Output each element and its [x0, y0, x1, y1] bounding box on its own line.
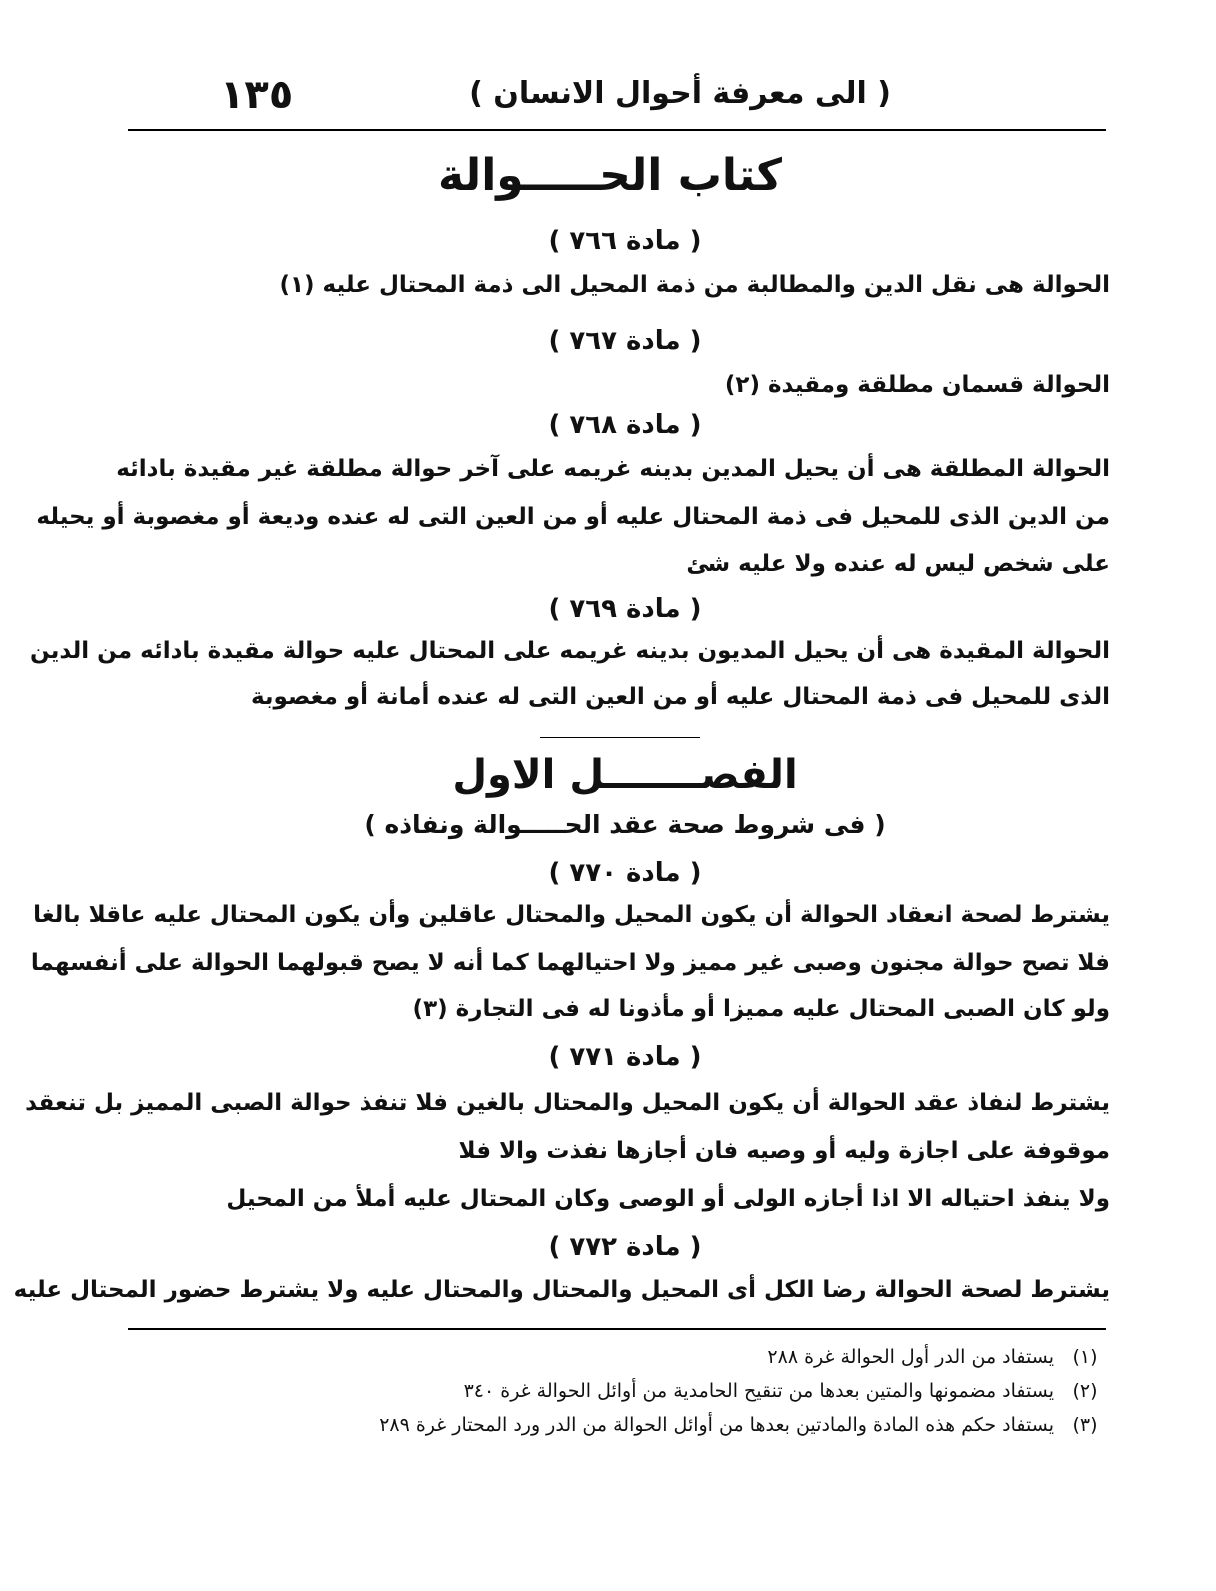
footnote-rule [128, 1328, 1106, 1330]
article-768-line-3: على شخص ليس له عنده ولا عليه شئ [686, 551, 1110, 577]
page-number: ١٣٥ [220, 72, 294, 118]
footnote-2 [260, 1380, 1110, 1402]
article-772-heading: ( مادة ٧٧٢ ) [548, 1232, 702, 1262]
footnote-marker: (١) [1072, 1346, 1098, 1368]
article-768-line-2: من الدين الذى للمحيل فى ذمة المحتال عليه أو من العين التى له عنده وديعة أو مغصوبة أو يحيله [36, 504, 1110, 530]
article-770-line-3: ولو كان الصبى المحتال عليه مميزا أو مأذونا له فى التجارة (٣) [412, 996, 1110, 1022]
article-768-line-1: الحوالة المطلقة هى أن يحيل المدين بدينه غريمه على آخر حوالة مطلقة غير مقيدة بادائه [116, 456, 1110, 482]
footnote-3 [260, 1414, 1110, 1436]
article-767-heading: ( مادة ٧٦٧ ) [548, 326, 702, 356]
header-rule [128, 129, 1106, 131]
article-766-heading: ( مادة ٧٦٦ ) [548, 226, 702, 256]
running-header [130, 68, 1110, 128]
running-title: ( الى معرفة أحوال الانسان ) [469, 76, 891, 111]
article-770-heading: ( مادة ٧٧٠ ) [548, 858, 702, 888]
section-separator [540, 737, 700, 738]
footnote-marker: (٣) [1072, 1414, 1098, 1436]
footnote-text: يستفاد مضمونها والمتين بعدها من تنقيح الحامدية من أوائل الحوالة غرة ٣٤٠ [463, 1380, 1054, 1402]
footnote-text: يستفاد من الدر أول الحوالة غرة ٢٨٨ [767, 1346, 1054, 1368]
article-767-text: الحوالة قسمان مطلقة ومقيدة (٢) [724, 372, 1110, 398]
article-768-heading: ( مادة ٧٦٨ ) [548, 410, 702, 440]
article-769-line-2: الذى للمحيل فى ذمة المحتال عليه أو من العين التى له عنده أمانة أو مغصوبة [250, 684, 1110, 710]
article-772-line-1: يشترط لصحة الحوالة رضا الكل أى المحيل والمحتال والمحتال عليه ولا يشترط حضور المحتال عليه [13, 1277, 1110, 1303]
article-769-heading: ( مادة ٧٦٩ ) [548, 594, 702, 624]
footnote-1 [260, 1346, 1110, 1368]
footnote-text: يستفاد حكم هذه المادة والمادتين بعدها من أوائل الحوالة من الدر ورد المحتار غرة ٢٨٩ [379, 1414, 1054, 1436]
article-771-line-2: موقوفة على اجازة وليه أو وصيه فان أجازها نفذت والا فلا [458, 1138, 1110, 1164]
chapter-title: الفصـــــــل الاول [452, 752, 798, 798]
article-770-line-1: يشترط لصحة انعقاد الحوالة أن يكون المحيل والمحتال عاقلين وأن يكون المحتال عليه عاقلا بالغا [33, 902, 1110, 928]
article-771-line-3: ولا ينفذ احتياله الا اذا أجازه الولى أو الوصى وكان المحتال عليه أملأ من المحيل [226, 1186, 1110, 1212]
article-771-heading: ( مادة ٧٧١ ) [548, 1042, 702, 1072]
article-769-line-1: الحوالة المقيدة هى أن يحيل المديون بدينه غريمه على المحتال عليه حوالة مقيدة بادائه من الدين [30, 638, 1110, 664]
footnote-marker: (٢) [1072, 1380, 1098, 1402]
article-770-line-2: فلا تصح حوالة مجنون وصبى غير مميز ولا احتيالهما كما أنه لا يصح قبولهما الحوالة على أنفسهما [30, 950, 1110, 976]
article-771-line-1: يشترط لنفاذ عقد الحوالة أن يكون المحيل والمحتال بالغين فلا تنفذ حوالة الصبى المميز بل تنعقد [25, 1090, 1110, 1116]
article-766-text: الحوالة هى نقل الدين والمطالبة من ذمة المحيل الى ذمة المحتال عليه (١) [279, 272, 1110, 298]
chapter-subtitle: ( فى شروط صحة عقد الحـــــوالة ونفاذه ) [364, 810, 886, 839]
book-title: كتاب الحـــــوالة [438, 150, 782, 201]
